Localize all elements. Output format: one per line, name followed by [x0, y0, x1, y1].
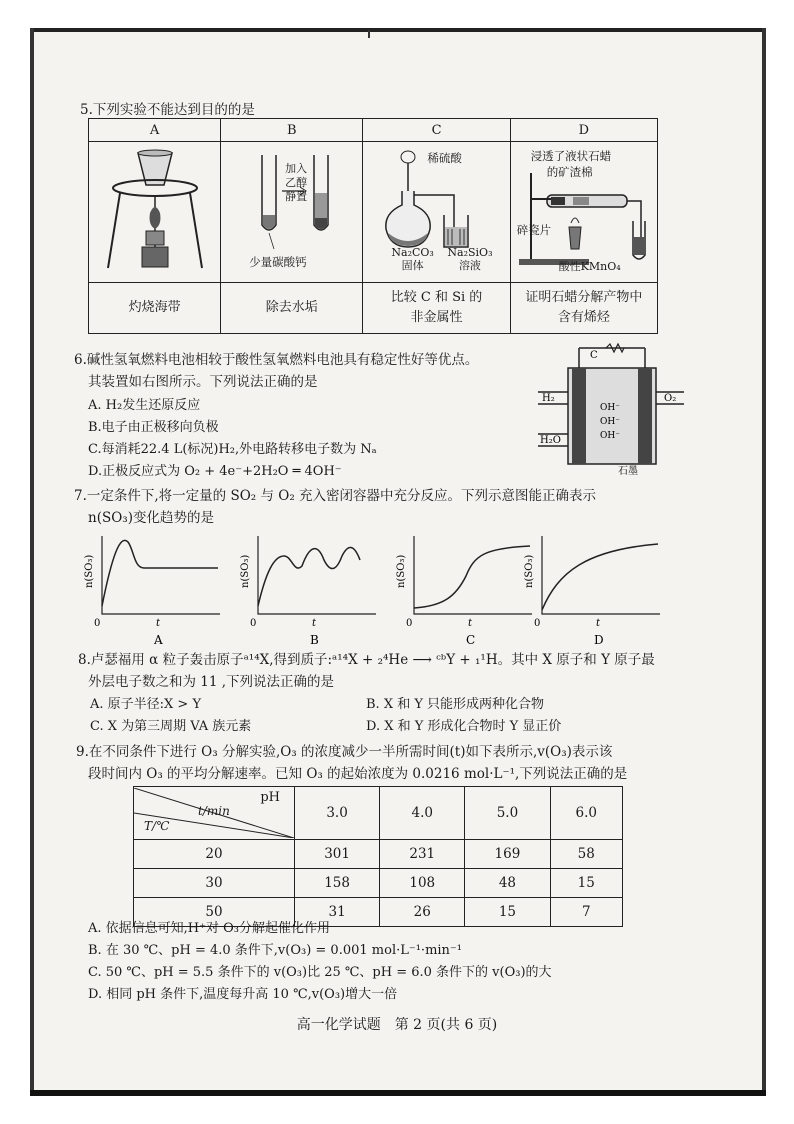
q8-stem-1: 8.卢瑟福用 α 粒子轰击原子ᵃ¹⁴X,得到质子:ᵃ¹⁴X + ₂⁴He ⟶ ᶜᵇY + ₁¹H。其中 X 原子和 Y 原子最 [78, 652, 655, 668]
q7-graph-label: A [154, 633, 163, 647]
q9-corner-ph: pH [260, 790, 280, 805]
q5-b-label-2: 乙醇 [285, 176, 308, 189]
q7-stem-2: n(SO₃)变化趋势的是 [88, 510, 214, 526]
q9-option-d: D. 相同 pH 条件下,温度每升高 10 ℃,v(O₃)增大一倍 [88, 987, 398, 1002]
q9-stem-2: 段时间内 O₃ 的平均分解速率。已知 O₃ 的起始浓度为 0.0216 mol·L⁻¹,下列说法正确的是 [88, 766, 628, 782]
table-cell: 108 [380, 869, 465, 898]
q7-xlabel: t [468, 618, 473, 629]
fuel-cell-load-label: C [590, 350, 598, 361]
q8-stem-2: 外层电子数之和为 11 ,下列说法正确的是 [88, 674, 335, 690]
q8-option-a: A. 原子半径:X > Y [90, 697, 202, 712]
q9-temp-30: 30 [134, 869, 295, 898]
q7-curve [414, 546, 530, 608]
q5-b-under: 少量碳酸钙 [249, 255, 307, 269]
q7-xlabel: t [156, 618, 161, 629]
q5-c-right-1: Na₂SiO₃ [447, 246, 493, 259]
q5-figure-d [510, 142, 657, 283]
q5-c-acid: 稀硫酸 [427, 151, 462, 165]
scan-border-bottom [30, 1090, 766, 1096]
q7-graph-c [392, 532, 532, 647]
q8-option-d: D. X 和 Y 形成化合物时 Y 显正价 [366, 719, 562, 734]
table-cell: 58 [550, 840, 622, 869]
q8-option-b: B. X 和 Y 只能形成两种化合物 [366, 697, 545, 712]
page-footer: 高一化学试题 第 2 页(共 6 页) [296, 1017, 498, 1033]
q5-stem: 5.下列实验不能达到目的的是 [80, 102, 255, 118]
q5-caption-c1: 比较 C 和 Si 的 [390, 290, 483, 305]
q7-axes [258, 536, 376, 614]
q7-origin: 0 [250, 618, 257, 629]
q7-graph-d [520, 532, 660, 647]
q5-caption-d1: 证明石蜡分解产物中 [525, 290, 643, 305]
scan-border-top [30, 28, 766, 32]
q5-header-d: D [510, 119, 657, 142]
q6-option-c: C.每消耗22.4 L(标况)H₂,外电路转移电子数为 Nₐ [88, 442, 377, 457]
table-cell: 48 [465, 869, 550, 898]
q9-ph-4: 4.0 [380, 787, 465, 840]
q8-option-c: C. X 为第三周期 VA 族元素 [90, 719, 252, 734]
table-cell: 7 [550, 898, 622, 927]
q5-caption-c2: 非金属性 [410, 310, 463, 325]
table-cell: 231 [380, 840, 465, 869]
q6-option-b: B.电子由正极移向负极 [88, 420, 219, 435]
fuel-cell-oh-label-3: OH⁻ [600, 431, 620, 441]
q7-graph-a [80, 532, 220, 647]
q6-option-d: D.正极反应式为 O₂ + 4e⁻+2H₂O ═ 4OH⁻ [88, 464, 342, 479]
q9-data-table [133, 786, 623, 927]
q9-corner-T: T/℃ [144, 819, 170, 833]
q5-d-label-3: 碎瓷片 [516, 223, 552, 237]
q9-ph-5: 5.0 [465, 787, 550, 840]
q7-xlabel: t [596, 618, 601, 629]
q5-figure-c [363, 142, 510, 283]
q6-option-a: A. H₂发生还原反应 [88, 398, 201, 413]
fuel-cell-diagram [536, 340, 686, 476]
q5-figure-b [221, 142, 363, 283]
scan-border-right [762, 28, 766, 1096]
table-cell: 15 [465, 898, 550, 927]
fuel-cell-oh-label-2: OH⁻ [600, 417, 620, 427]
q7-xlabel: t [312, 618, 317, 629]
q7-origin: 0 [94, 618, 101, 629]
q5-d-label-2: 的矿渣棉 [546, 165, 593, 179]
table-cell: 169 [465, 840, 550, 869]
q9-stem-1: 9.在不同条件下进行 O₃ 分解实验,O₃ 的浓度减少一半所需时间(t)如下表所示,v(O₃)表示该 [76, 744, 613, 760]
q7-stem-1: 7.一定条件下,将一定量的 SO₂ 与 O₂ 充入密闭容器中充分反应。下列示意图能正确表示 [74, 488, 597, 504]
table-cell: 301 [295, 840, 380, 869]
q7-curve [542, 544, 658, 610]
q9-option-a: A. 依据信息可知,H⁺对 O₃分解起催化作用 [88, 921, 330, 936]
q9-temp-50: 50 [134, 898, 295, 927]
q5-caption-a: 灼烧海带 [89, 283, 221, 334]
q9-ph-3: 3.0 [295, 787, 380, 840]
table-cell: 158 [295, 869, 380, 898]
q5-experiment-table [88, 118, 658, 334]
q5-c-left-1: Na₂CO₃ [391, 246, 434, 259]
q6-stem-1: 6.碱性氢氧燃料电池相较于酸性氢氧燃料电池具有稳定性好等优点。 [74, 352, 479, 368]
q7-ylabel: n(SO₃) [396, 554, 407, 588]
q7-graph-label: B [310, 633, 319, 647]
table-row [134, 869, 623, 898]
fuel-cell-o2-label: O₂ [664, 393, 677, 404]
q5-figure-a [89, 142, 221, 283]
q5-caption-d2: 含有烯烃 [557, 310, 610, 325]
q9-option-b: B. 在 30 ℃、pH = 4.0 条件下,v(O₃) = 0.001 mol·L⁻¹·min⁻¹ [88, 943, 462, 958]
table-cell: 31 [295, 898, 380, 927]
q7-axes [542, 536, 660, 614]
q9-option-c: C. 50 ℃、pH = 5.5 条件下的 v(O₃)比 25 ℃、pH = 6.0 条件下的 v(O₃)的大 [88, 965, 552, 980]
q5-d-label-1: 浸透了液状石蜡 [530, 149, 612, 163]
q5-c-left-2: 固体 [401, 259, 424, 272]
q7-graph-label: D [594, 633, 604, 647]
q7-ylabel: n(SO₃) [524, 554, 535, 588]
fuel-cell-oh-label-1: OH⁻ [600, 403, 620, 413]
binding-mark [368, 30, 370, 38]
table-cell: 15 [550, 869, 622, 898]
fuel-cell-graphite-label: 石墨 [618, 466, 638, 476]
fuel-cell-h2-label: H₂ [542, 393, 555, 404]
q5-b-label-1: 加入 [285, 162, 308, 175]
q5-header-c: C [363, 119, 510, 142]
q7-curve [258, 547, 360, 606]
q7-curve [102, 540, 218, 606]
q5-caption-b: 除去水垢 [221, 283, 363, 334]
q9-corner-t: t/min [198, 804, 230, 818]
q7-origin: 0 [406, 618, 413, 629]
q7-ylabel: n(SO₃) [84, 554, 95, 588]
q7-ylabel: n(SO₃) [240, 554, 251, 588]
q7-graph-label: C [466, 633, 476, 647]
q7-axes [102, 536, 220, 614]
q6-stem-2: 其装置如右图所示。下列说法正确的是 [88, 374, 318, 390]
q9-temp-20: 20 [134, 840, 295, 869]
q7-origin: 0 [534, 618, 541, 629]
q5-header-a: A [89, 119, 221, 142]
crucible-tripod-icon [90, 143, 220, 278]
q9-corner-cell [134, 787, 295, 840]
q5-c-right-2: 溶液 [458, 259, 481, 272]
q7-graph-b [236, 532, 376, 647]
q9-ph-6: 6.0 [550, 787, 622, 840]
table-row [134, 840, 623, 869]
q5-d-label-4: 酸性KMnO₄ [558, 260, 621, 273]
q5-header-b: B [221, 119, 363, 142]
q5-b-label-3: 静置 [285, 190, 308, 203]
scan-border-left [30, 28, 34, 1096]
table-cell: 26 [380, 898, 465, 927]
fuel-cell-h2o-label: H₂O [540, 435, 561, 446]
